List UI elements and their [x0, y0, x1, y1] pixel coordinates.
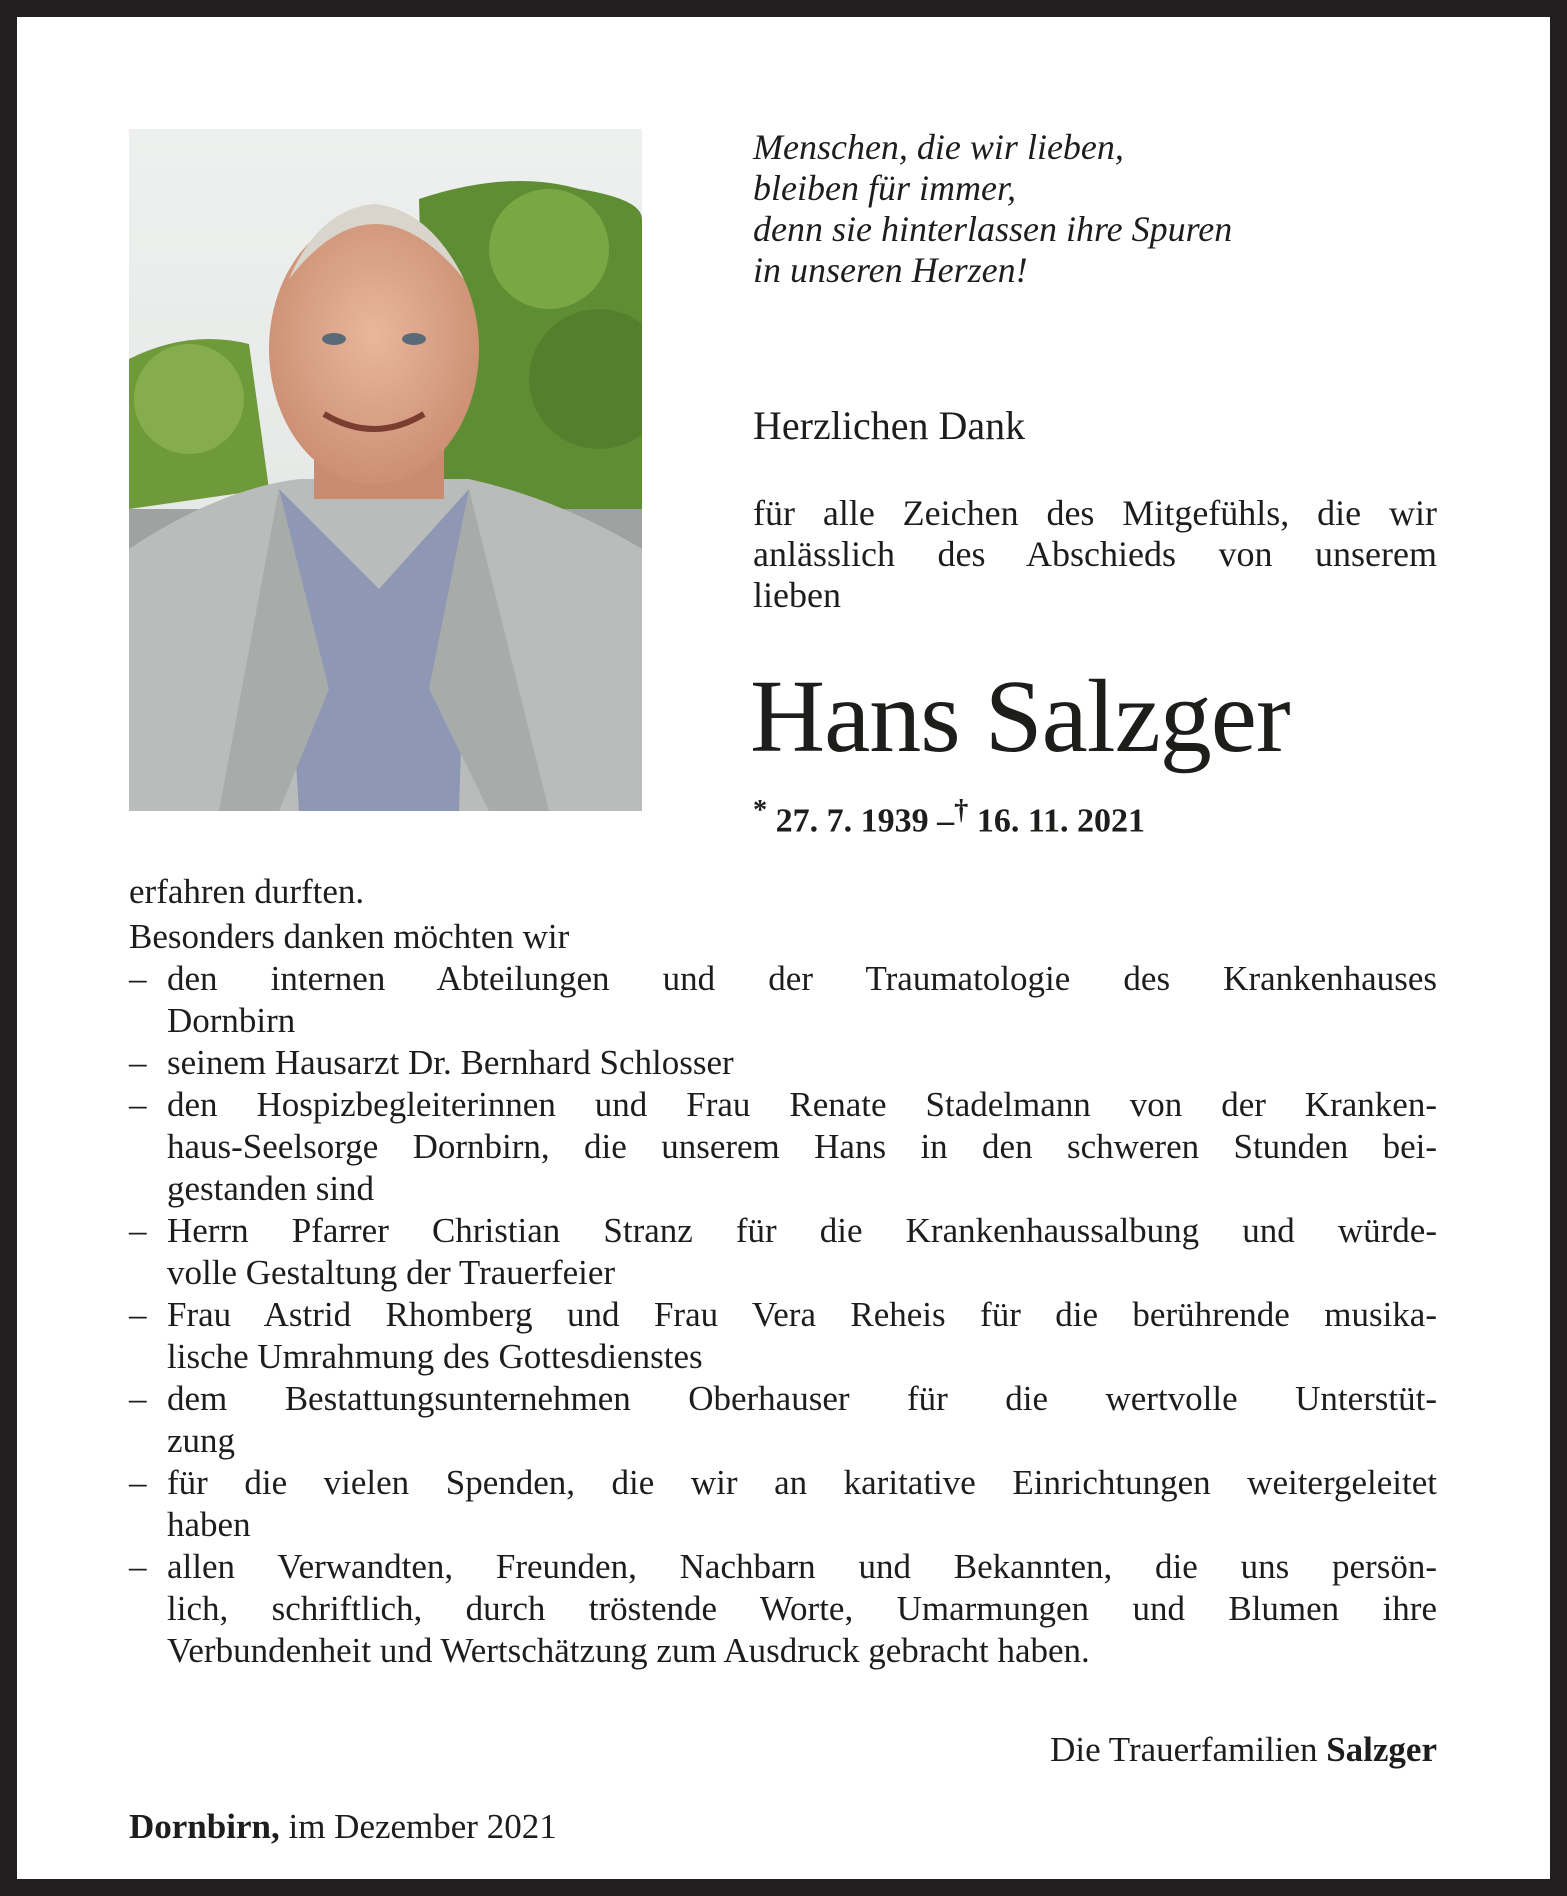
list-item-line: lische Umrahmung des Gottesdienstes [167, 1337, 703, 1376]
intro-paragraph [753, 493, 1437, 616]
quote-line: in unseren Herzen! [753, 250, 1028, 290]
life-dates [753, 795, 1145, 840]
list-item-line: Verbundenheit und Wertschätzung zum Ausdruck gebracht haben. [167, 1631, 1090, 1670]
signature-family: Salzger [1326, 1730, 1437, 1769]
thanks-list-item [129, 1294, 1437, 1378]
birth-star-icon: * [753, 795, 768, 826]
list-item-line: zung [167, 1421, 236, 1460]
list-item-line: dem Bestattungsunternehmen Oberhauser für die wertvolle Unterstüt- [167, 1379, 1437, 1418]
dash-bullet: – [129, 1379, 147, 1418]
deceased-name: Hans Salzger [750, 659, 1290, 774]
thanks-list-item [129, 958, 1437, 1042]
thanks-list-item [129, 1546, 1437, 1672]
dash-bullet: – [129, 1295, 147, 1334]
list-item-line: Frau Astrid Rhomberg und Frau Vera Reheis für die berührende musika- [167, 1295, 1437, 1334]
quote-line: denn sie hinterlassen ihre Spuren [753, 209, 1233, 249]
thanks-list [129, 958, 1437, 1672]
list-item-line: lich, schriftlich, durch tröstende Worte, Umarmungen und Blumen ihre [167, 1589, 1437, 1628]
quote-line: bleiben für immer, [753, 168, 1016, 208]
obituary-page [17, 17, 1550, 1879]
date-separator: – [937, 802, 955, 840]
intro-line: lieben [753, 575, 841, 615]
dash-bullet: – [129, 1547, 147, 1586]
thanks-list-item [129, 1210, 1437, 1294]
special-thanks-text: Besonders danken möchten wir [129, 917, 570, 956]
dash-bullet: – [129, 1211, 147, 1250]
thanks-list-item [129, 1462, 1437, 1546]
list-item-line: seinem Hausarzt Dr. Bernhard Schlosser [167, 1043, 734, 1082]
list-item-line: haben [167, 1505, 251, 1544]
death-cross-icon: † [954, 795, 969, 826]
list-item-line: für die vielen Spenden, die wir an karitative Einrichtungen weitergeleitet [167, 1463, 1437, 1502]
list-item-line: haus-Seelsorge Dornbirn, die unserem Hans in den schweren Stunden bei- [167, 1127, 1437, 1166]
place-date-text: im Dezember 2021 [288, 1807, 557, 1846]
portrait-photo [129, 129, 642, 811]
dash-bullet: – [129, 1085, 147, 1124]
thanks-body [129, 871, 1437, 1672]
dash-bullet: – [129, 959, 147, 998]
thanks-list-item [129, 1042, 1437, 1084]
death-date: 16. 11. 2021 [976, 802, 1145, 840]
list-item-line: den internen Abteilungen und der Traumatologie des Krankenhauses [167, 959, 1437, 998]
thanks-list-item [129, 1378, 1437, 1462]
memorial-quote [753, 127, 1232, 291]
signature [1050, 1730, 1437, 1770]
place-date [129, 1807, 557, 1847]
thanks-list-item [129, 1084, 1437, 1210]
intro-line: für alle Zeichen des Mitgefühls, die wir [753, 493, 1437, 533]
list-item-line: den Hospizbegleiterinnen und Frau Renate Stadelmann von der Kranken- [167, 1085, 1437, 1124]
list-item-line: Herrn Pfarrer Christian Stranz für die Krankenhaussalbung und würde- [167, 1211, 1437, 1250]
list-item-line: gestanden sind [167, 1169, 375, 1208]
continuation-text: erfahren durften. [129, 872, 365, 911]
list-item-line: volle Gestaltung der Trauerfeier [167, 1253, 616, 1292]
dash-bullet: – [129, 1043, 147, 1082]
intro-line: anlässlich des Abschieds von unserem [753, 534, 1437, 574]
list-item-line: allen Verwandten, Freunden, Nachbarn und Bekannten, die uns persön- [167, 1547, 1437, 1586]
quote-line: Menschen, die wir lieben, [753, 127, 1124, 167]
list-item-line: Dornbirn [167, 1001, 296, 1040]
signature-prefix: Die Trauerfamilien [1050, 1730, 1318, 1769]
dash-bullet: – [129, 1463, 147, 1502]
birth-date: 27. 7. 1939 [775, 802, 929, 840]
place-city: Dornbirn, [129, 1807, 280, 1846]
thanks-heading: Herzlichen Dank [753, 403, 1026, 448]
